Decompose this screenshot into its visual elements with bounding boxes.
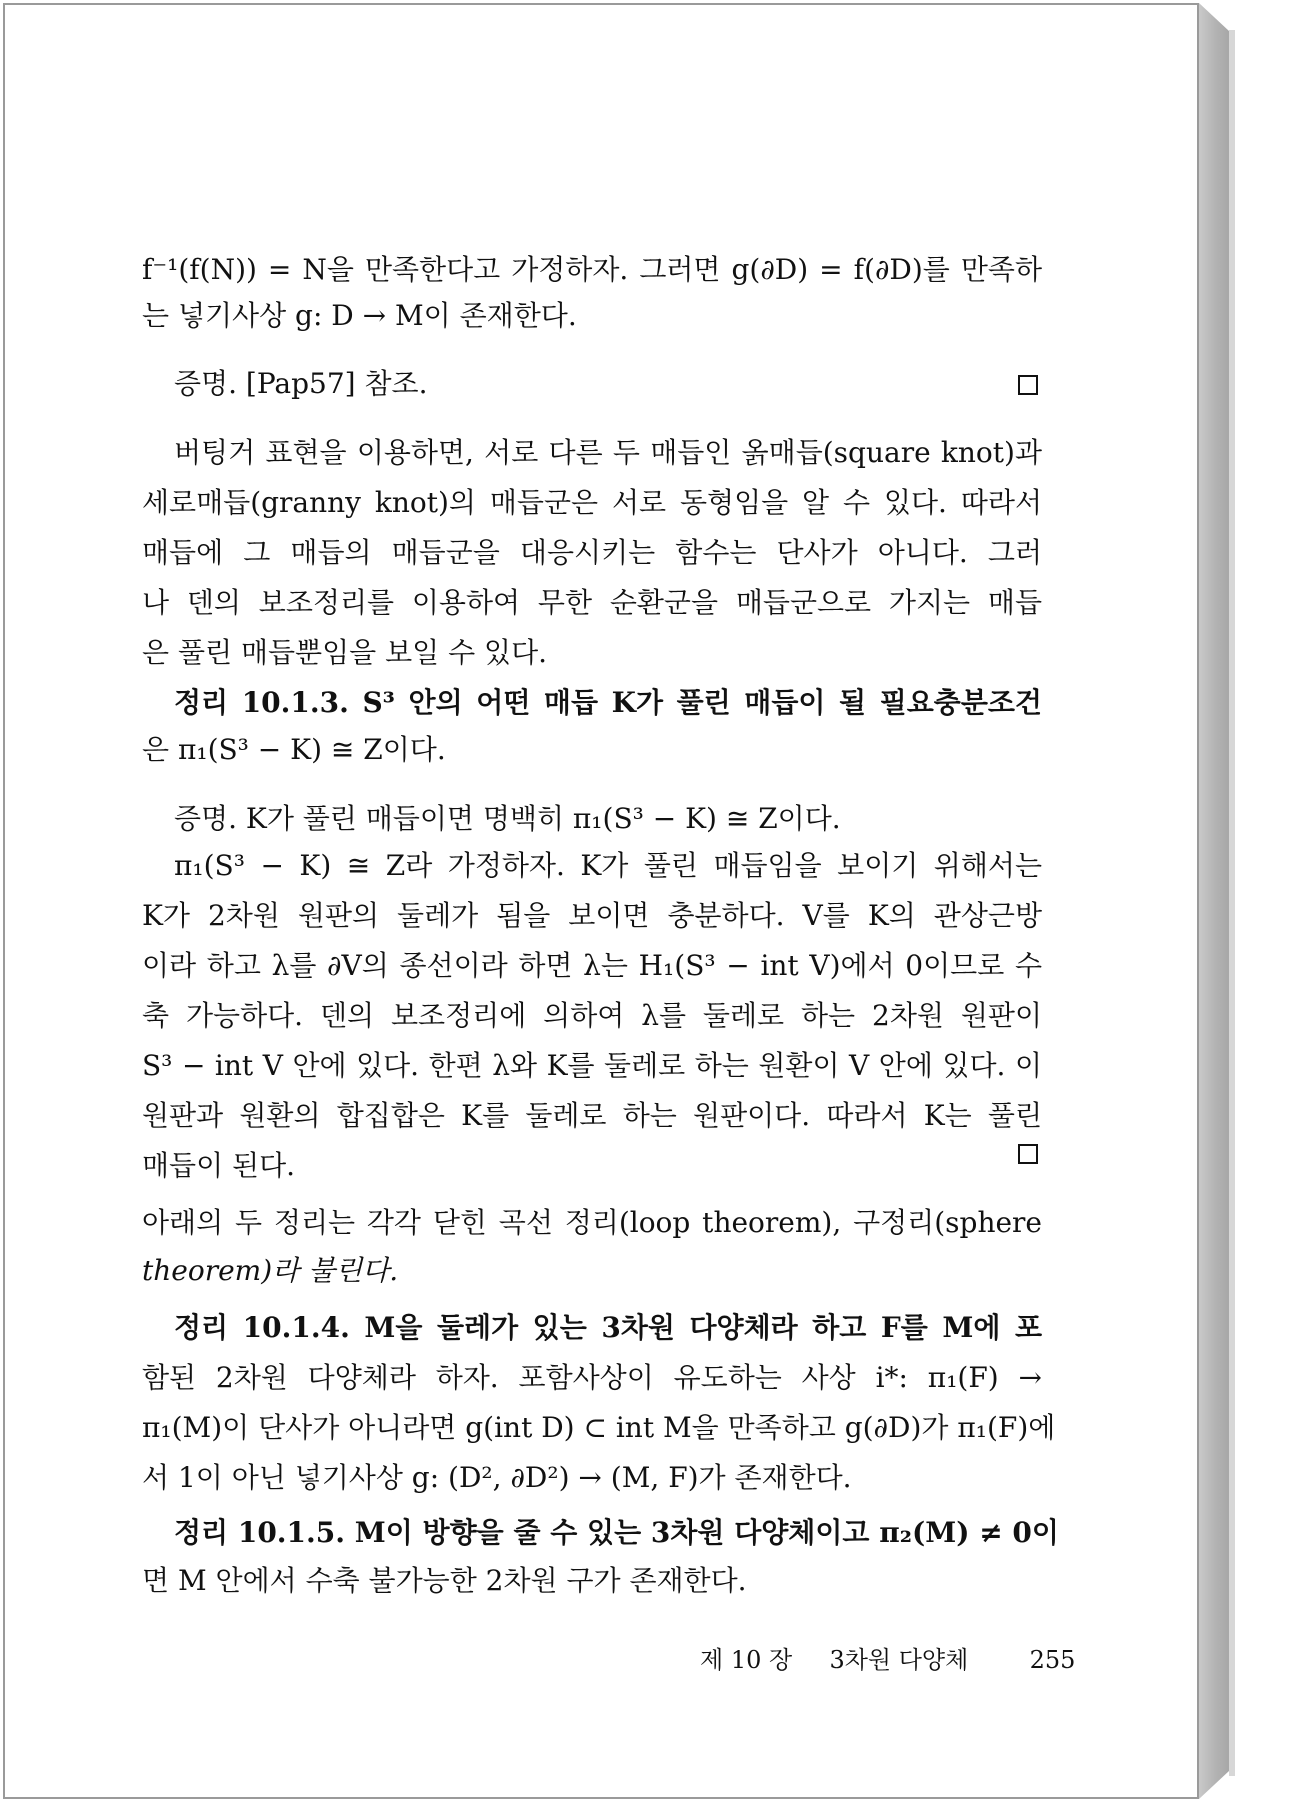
theorem-heading: 정리 10.1.4. M을 둘레가 있는 3차원 다양체라 하고 F를 M에 포 <box>174 1311 1042 1344</box>
theorem-heading: 정리 10.1.3. S³ 안의 어떤 매듭 K가 풀린 매듭이 될 필요충분조건 <box>174 686 1042 719</box>
text-line: 은 풀린 매듭뿐임을 보일 수 있다. <box>142 636 548 669</box>
text-line: 매듭에 그 매듭의 매듭군을 대응시키는 함수는 단사가 아니다. 그러 <box>142 536 1042 569</box>
text-line: 함된 2차원 다양체라 하자. 포함사상이 유도하는 사상 i*: π₁(F) → <box>142 1361 1042 1394</box>
text-line: 는 넣기사상 g: D → M이 존재한다. <box>142 299 577 332</box>
text-line: 아래의 두 정리는 각각 닫힌 곡선 정리(loop theorem), 구정리(sphere <box>142 1206 1042 1239</box>
text-line: 원판과 원환의 합집합은 K를 둘레로 하는 원판이다. 따라서 K는 풀린 <box>142 1099 1042 1132</box>
proof-line: 증명. K가 풀린 매듭이면 명백히 π₁(S³ − K) ≅ Z이다. <box>174 802 841 835</box>
footer-chapter-title: 3차원 다양체 <box>829 1646 969 1674</box>
text-line: π₁(S³ − K) ≅ Z라 가정하자. K가 풀린 매듭임을 보이기 위해서는 <box>174 849 1042 882</box>
text-line: 버팅거 표현을 이용하면, 서로 다른 두 매듭인 옭매듭(square knot)과 <box>174 436 1042 469</box>
proof-reference: 증명. [Pap57] 참조. <box>174 367 428 400</box>
text-line: π₁(M)이 단사가 아니라면 g(int D) ⊂ int M을 만족하고 g(∂D)가 π₁(F)에 <box>142 1411 1056 1444</box>
theorem-heading: 정리 10.1.5. M이 방향을 줄 수 있는 3차원 다양체이고 π₂(M) ≠ 0이 <box>174 1516 1059 1549</box>
text-line: 은 π₁(S³ − K) ≅ Z이다. <box>142 733 446 766</box>
running-footer <box>700 1640 1076 1680</box>
page-number: 255 <box>1029 1646 1076 1674</box>
text-line: 축 가능하다. 덴의 보조정리에 의하여 λ를 둘레로 하는 2차원 원판이 <box>142 999 1042 1032</box>
book-spine-shadow <box>1229 30 1235 1776</box>
text-line: 이라 하고 λ를 ∂V의 종선이라 하면 λ는 H₁(S³ − int V)에서 0이므로 수 <box>142 949 1042 982</box>
text-line: 서 1이 아닌 넣기사상 g: (D², ∂D²) → (M, F)가 존재한다. <box>142 1461 852 1494</box>
qed-box-icon <box>1018 375 1038 395</box>
text-line: 매듭이 된다. <box>142 1149 296 1182</box>
text-line: S³ − int V 안에 있다. 한편 λ와 K를 둘레로 하는 원환이 V 안에 있다. 이 <box>142 1049 1042 1082</box>
text-line: 세로매듭(granny knot)의 매듭군은 서로 동형임을 알 수 있다. 따라서 <box>142 486 1042 519</box>
qed-box-icon <box>1018 1144 1038 1164</box>
text-line: 면 M 안에서 수축 불가능한 2차원 구가 존재한다. <box>142 1564 747 1597</box>
text-line: f⁻¹(f(N)) = N을 만족한다고 가정하자. 그러면 g(∂D) = f(∂D)를 만족하 <box>142 253 1042 286</box>
text-line: 나 덴의 보조정리를 이용하여 무한 순환군을 매듭군으로 가지는 매듭 <box>142 586 1042 619</box>
text-line: theorem)라 불린다. <box>142 1254 399 1287</box>
footer-chapter: 제 10 장 <box>700 1646 793 1674</box>
text-line: K가 2차원 원판의 둘레가 됨을 보이면 충분하다. V를 K의 관상근방 <box>142 899 1042 932</box>
book-spine-edge <box>1199 3 1229 1799</box>
